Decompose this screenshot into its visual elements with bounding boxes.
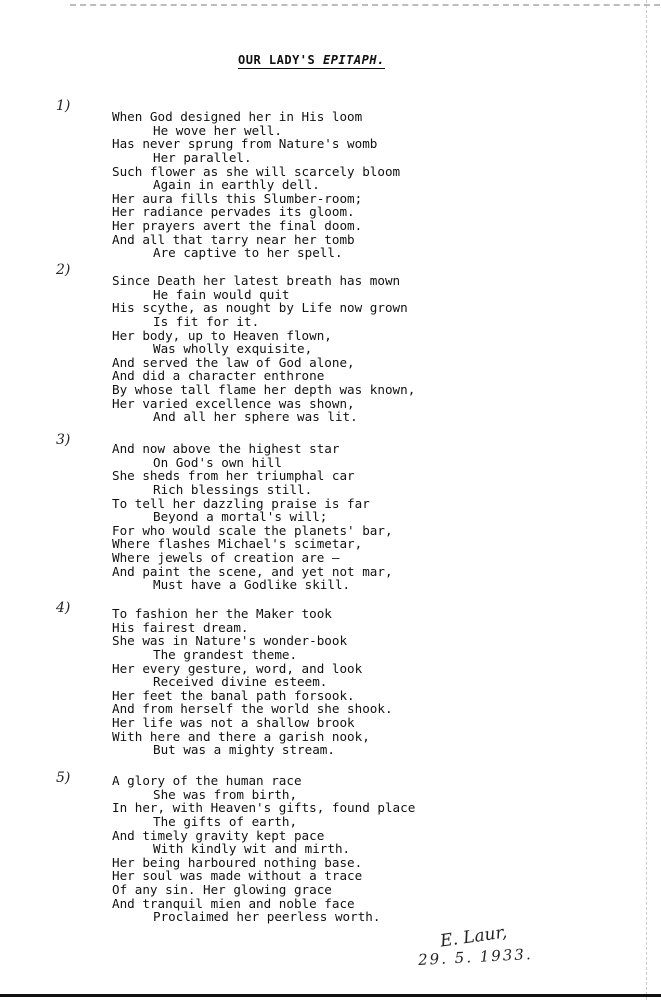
poem-line: The gifts of earth,	[153, 813, 298, 829]
poem-line: Her radiance pervades its gloom.	[112, 204, 355, 220]
poem-line: On God's own hill	[153, 454, 282, 470]
stanza-number: 2)	[56, 262, 71, 278]
signature-date: 29. 5. 1933.	[417, 945, 534, 969]
poem-line: But was a mighty stream.	[153, 742, 335, 758]
poem-line: Where flashes Michael's scimetar,	[112, 536, 363, 552]
poem-line: His fairest dream.	[112, 619, 249, 635]
stanza	[112, 607, 393, 757]
poem-line: Beyond a mortal's will;	[153, 509, 328, 525]
poem-line: Her every gesture, word, and look	[112, 660, 363, 676]
poem-line: Rich blessings still.	[153, 481, 313, 497]
stanza	[112, 442, 393, 592]
poem-line: His scythe, as nought by Life now grown	[112, 300, 408, 316]
poem-line: And did a character enthrone	[112, 368, 325, 384]
poem-line: By whose tall flame her depth was known,	[112, 382, 416, 398]
poem-line: A glory of the human race	[112, 773, 302, 788]
poem-line: He wove her well.	[153, 122, 282, 138]
poem-line: Has never sprung from Nature's womb	[112, 136, 378, 152]
poem-line: And timely gravity kept pace	[112, 827, 325, 843]
poem-line: Her prayers avert the final doom.	[112, 218, 363, 234]
poem-line: She was in Nature's wonder-book	[112, 633, 348, 649]
poem-line: She sheds from her triumphal car	[112, 468, 355, 484]
signature: E. Laur,	[438, 922, 509, 952]
stanza-number: 5)	[56, 770, 71, 786]
stanza-number: 3)	[56, 432, 71, 448]
poem-line: When God designed her in His loom	[112, 109, 363, 124]
poem-line: Was wholly exquisite,	[153, 341, 313, 357]
poem-line: To tell her dazzling praise is far	[112, 495, 370, 511]
stanza	[112, 110, 400, 260]
poem-line: Her soul was made without a trace	[112, 868, 363, 884]
poem-line: And paint the scene, and yet not mar,	[112, 563, 393, 579]
poem-line: With here and there a garish nook,	[112, 728, 370, 744]
poem-line: Is fit for it.	[153, 313, 260, 329]
title-main: OUR LADY'S	[238, 53, 316, 67]
poem-line: She was from birth,	[153, 786, 298, 802]
poem-line: Again in earthly dell.	[153, 177, 320, 193]
poem-line: And all that tarry near her tomb	[112, 231, 355, 247]
poem-line: Must have a Godlike skill.	[153, 577, 351, 593]
poem-line: Her aura fills this Slumber-room;	[112, 190, 363, 206]
stanza	[112, 774, 415, 924]
poem-line: And tranquil mien and noble face	[112, 895, 355, 911]
poem-line: Of any sin. Her glowing grace	[112, 882, 332, 898]
poem-line: Her parallel.	[153, 149, 252, 165]
poem-line: Since Death her latest breath has mown	[112, 273, 401, 288]
poem-line: Her life was not a shallow brook	[112, 715, 355, 731]
poem-line: And served the law of God alone,	[112, 354, 355, 370]
poem-line: With kindly wit and mirth.	[153, 841, 351, 857]
stanza	[112, 274, 415, 424]
page-title	[238, 53, 385, 69]
poem-line: Where jewels of creation are —	[112, 550, 340, 566]
page-edge	[646, 0, 647, 1000]
title-tail: EPITAPH.	[322, 53, 385, 67]
poem-line: Her varied excellence was shown,	[112, 395, 355, 411]
poem-line: Such flower as she will scarcely bloom	[112, 163, 401, 179]
poem-line: Her being harboured nothing base.	[112, 854, 363, 870]
page-bottom-edge	[0, 994, 661, 997]
scan-artifact	[70, 4, 660, 16]
stanza-number: 4)	[56, 600, 71, 616]
poem-line: And from herself the world she shook.	[112, 701, 393, 717]
stanza-number: 1)	[56, 98, 71, 114]
poem-line: In her, with Heaven's gifts, found place	[112, 800, 416, 816]
poem-line: And all her sphere was lit.	[153, 409, 358, 425]
poem-line: Her body, up to Heaven flown,	[112, 327, 332, 343]
poem-line: For who would scale the planets' bar,	[112, 522, 393, 538]
poem-line: Proclaimed her peerless worth.	[153, 909, 381, 925]
poem-line: To fashion her the Maker took	[112, 606, 332, 621]
poem-line: Received divine esteem.	[153, 674, 328, 690]
poem-line: Are captive to her spell.	[153, 245, 343, 261]
poem-line: The grandest theme.	[153, 646, 298, 662]
poem-line: Her feet the banal path forsook.	[112, 687, 355, 703]
poem-line: He fain would quit	[153, 286, 290, 302]
poem-line: And now above the highest star	[112, 441, 340, 456]
